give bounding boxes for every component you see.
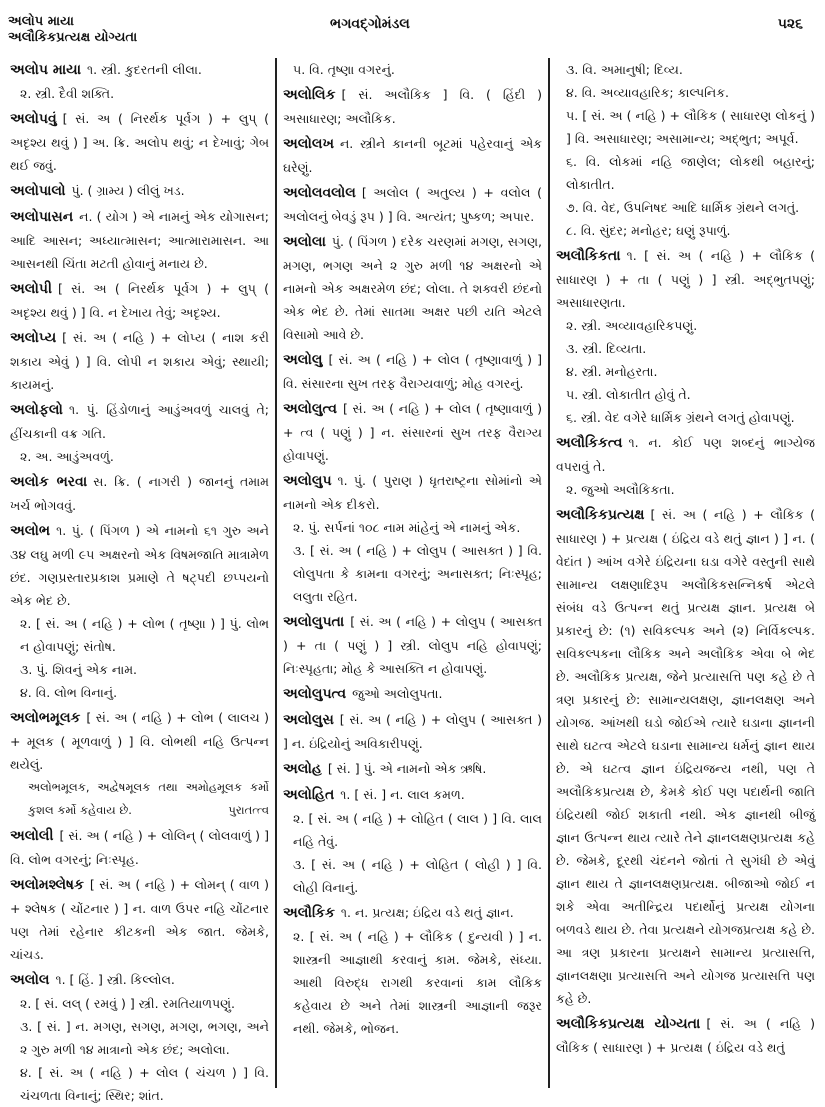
- page-number: ૫૨૬: [777, 16, 803, 32]
- entry-headword: અલોહિત: [283, 787, 335, 803]
- dictionary-entry: [556, 503, 815, 1010]
- entry-sense: ૭. વિ. વેદ, ઉપનિષદ આદિ ધાર્મિક ગ્રંથને લગતું.: [566, 200, 800, 215]
- dictionary-entry: [10, 58, 269, 105]
- entry-sense: ૮. વિ. સુંદર; મનોહર; ઘણું રૂપાળું.: [566, 223, 731, 238]
- entry-sense: [ સં. અ ( નહિ ) + લોલ ( તૃષ્ણાવાળું ) ] વિ. સંસારના સુખ તરફ વૈરાગ્યવાળું; મોહ વગરનું.: [283, 352, 542, 391]
- book-title: ભગવદ્ગોમંડલ: [330, 16, 410, 32]
- dictionary-entry: [283, 469, 542, 608]
- dictionary-entry: [283, 132, 542, 179]
- entry-headword: અલોલુ: [283, 352, 323, 368]
- page-header: [0, 8, 825, 54]
- entry-sense: ૧. પું. હિંડોળાનું આડુંઅવળું ચાલવું તે; હીંચકાની વક્ર ગતિ.: [10, 402, 269, 441]
- entry-sense: ૪. સ્ત્રી. મનોહરતા.: [566, 364, 658, 379]
- entry-sense: ૨. પું. સર્પનાં ૧૦૮ નામ માંહેનું એ નામનું એક.: [293, 520, 521, 535]
- entry-headword: અલોક ભરવા: [10, 474, 88, 490]
- entry-sense: ૧. [ સં. અ ( નહિ ) + લૌકિક ( સાધારણ ) + તા ( પણું ) ] સ્ત્રી. અદ્ભુતપણું; અસાધારણતા.: [556, 248, 815, 310]
- dictionary-entry: [10, 968, 269, 1107]
- entry-sense: ૫. સ્ત્રી. લોકાતીત હોવું તે.: [566, 387, 691, 402]
- entry-headword: અલોલા: [283, 234, 326, 250]
- dictionary-entry: [10, 873, 269, 966]
- entry-sense: પું. ( પિંગળ ) દરેક ચરણમાં મગણ, સગણ, મગણ, ભગણ અને ૨ ગુરુ મળી ૧૪ અક્ષરનો એ નામનો એક અક્ષરમેળ છંદ; લોલા. તે શક્વરી છંદનો એક ભેદ છે. તેમાં સાતમા અક્ષર પછી યતિ એટલે વિસામો આવે છે.: [283, 234, 542, 342]
- entry-sense: જુઓ અલોલુપતા.: [352, 686, 443, 701]
- dictionary-entry: [283, 901, 542, 1040]
- column-1: [4, 58, 275, 1103]
- entry-sense: ૪. વિ. અવ્યાવહારિક; કાલ્પનિક.: [566, 85, 730, 100]
- entry-headword: અલોપ માયા: [10, 62, 82, 78]
- entry-sense: [ સં. અ ( નહિ ) + લૌકિક ( સાધારણ ) + પ્રત્યક્ષ ( ઇંદ્રિય વડે થતું જ્ઞાન ) ] ન. ( વેદાંત ) આંખ વગેરે ઇંદ્રિયના ઘડા વગેરે વસ્તુની સાથે સામાન્ય લક્ષણાદિરૂપ અલૌકિકસન્નિકર્ષ એટલે સંબંધ વડે ઉત્પન્ન થતું પ્રત્યક્ષ જ્ઞાન. પ્રત્યક્ષ બે પ્રકારનું છે: (૧) સવિકલ્પક અને (૨) નિર્વિકલ્પક. સવિકલ્પકના લૌકિક અને અલૌકિક એવા બે ભેદ છે. અલૌકિક પ્રત્યક્ષ, જેને પ્રત્યાસત્તિ પણ કહે છે તે ત્રણ પ્રકારનું છે: સામાન્યલક્ષણ, જ્ઞાનલક્ષણ અને યોગજ. આંખથી ઘડો જોઈએ ત્યારે ઘડાના જ્ઞાનની સાથે ઘટત્વ એટલે ઘડાના સામાન્ય ધર્મનું જ્ઞાન થાય છે. એ ઘટત્વ જ્ઞાન ઇંદ્રિયજન્ય નથી, પણ તે અલૌકિકપ્રત્યક્ષ છે, કેમકે કોઈ પણ પદાર્થની જાતિ ઇંદ્રિયથી જોઈ શકાતી નથી. એક જ્ઞાનથી બીજું જ્ઞાન ઉત્પન્ન થાય ત્યારે તેને જ્ઞાનલક્ષણપ્રત્યક્ષ કહે છે. જેમકે, દૂરથી ચંદનને જોતાં તે સુગંધી છે એવું જ્ઞાન થાય તે જ્ઞાનલક્ષણપ્રત્યક્ષ. બીજાઓ જોઈ ન શકે એવા અતીન્દ્રિય પદાર્થોનું પ્રત્યક્ષ યોગના બળવડે થાય છે. તેવા પ્રત્યક્ષને યોગજપ્રત્યક્ષ કહે છે. આ ત્રણ પ્રકારના પ્રત્યક્ષને સામાન્ય પ્રત્યાસત્તિ, જ્ઞાનલક્ષણા પ્રત્યાસત્તિ અને યોગજ પ્રત્યાસત્તિ પણ કહે છે.: [556, 507, 815, 1006]
- dictionary-entry: [283, 58, 542, 81]
- dictionary-entry: [10, 205, 269, 275]
- entry-sense: [ સં. અ ( નહિ ) + લોલ ( તૃષ્ણાવાળું ) + ત્વ ( પણું ) ] ન. સંસારનાં સુખ તરફ વૈરાગ્ય હોવાપણું.: [283, 401, 542, 463]
- entry-sense: ૧. [ હિં. ] સ્ત્રી. કિલ્લોલ.: [55, 972, 175, 987]
- entry-headword: અલૌકિકપ્રત્યક્ષ યોગ્યતા: [556, 1016, 701, 1032]
- entry-sense: ૨. [ સં. લલ્ ( રમવું ) ] સ્ત્રી. રમતિયાળપણું.: [20, 996, 235, 1011]
- entry-sense: ૨. [ સં. અ ( નહિ ) + લોભ ( તૃષ્ણા ) ] પું. લોભ ન હોવાપણું; સંતોષ.: [20, 616, 269, 654]
- guide-word-last: અલૌકિકપ્રત્યક્ષ યોગ્યતા: [8, 30, 138, 45]
- entry-headword: અલોલુપત્વ: [283, 686, 347, 702]
- entry-headword: અલોપવું: [10, 111, 57, 127]
- entry-sense: ૩. સ્ત્રી. દિવ્યતા.: [566, 341, 647, 356]
- entry-sense: ૪. વિ. લોભ વિનાનું.: [20, 685, 118, 700]
- entry-headword: અલોલખ: [283, 136, 334, 152]
- entry-sense: ૫. વિ. તૃષ્ણા વગરનું.: [293, 62, 395, 77]
- entry-headword: અલોમશ્લેષક: [10, 877, 84, 893]
- entry-headword: અલોપાસન: [10, 209, 74, 225]
- entry-headword: અલોપાલો: [10, 183, 66, 199]
- entry-sense: ૨. [ સં. અ ( નહિ ) + લોહિત ( લાલ ) ] વિ. લાલ નહિ તેવું.: [293, 811, 542, 849]
- dictionary-entry: [283, 682, 542, 706]
- dictionary-entry: [10, 470, 269, 517]
- dictionary-entry: [10, 326, 269, 396]
- entry-sense: ૩. [ સં. અ ( નહિ ) + લોલુપ ( આસક્ત ) ] વિ. લોલુપતા કે કામના વગરનું; અનાસક્ત; નિઃસ્પૃહ; લલુતા રહિત.: [293, 543, 542, 604]
- entry-sense: [ અલોલ ( અતુલ્ય ) + વલોલ ( અલોલનું બેવડું રૂપ ) ] વિ. અત્યંત; પુષ્કળ; અપાર.: [283, 185, 542, 224]
- entry-headword: અલોભ: [10, 523, 51, 539]
- dictionary-entry: [283, 757, 542, 781]
- entry-sense: [ સં. અ ( નહિ ) + લોપ્ય ( નાશ કરી શકાય એવું ) ] વિ. લોપી ન શકાય એવું; સ્થાયી; કાયમનું.: [10, 330, 269, 392]
- entry-sense: ૧. ન. કોઈ પણ શબ્દનું ભાગ્યેજ વપરાવું તે.: [556, 435, 815, 474]
- entry-headword: અલૌકિકપ્રત્યક્ષ: [556, 507, 645, 523]
- entry-headword: અલૌકિકત્વ: [556, 435, 623, 451]
- dictionary-entry: [10, 519, 269, 704]
- entry-headword: અલોલુપ: [283, 473, 332, 489]
- entry-sense: ૬. વિ. લોકમાં નહિ જાણેલ; લોકથી બહારનું; લોકાતીત.: [566, 154, 815, 192]
- guide-words: [8, 14, 137, 46]
- entry-sense: ૩. પું. શિવનું એક નામ.: [20, 662, 138, 677]
- entry-headword: અલોલુસ: [283, 712, 334, 728]
- dictionary-entry: [556, 58, 815, 242]
- dictionary-entry: [10, 179, 269, 203]
- entry-sense: [ સં. અ ( નિરર્થક પૂર્વગ ) + લુપ્ ( અદૃશ્ય થવું ) ] અ. ક્રિ. અલોપ થવું; ન દેખાવું; ગેબ થઈ જવું.: [10, 111, 269, 173]
- dictionary-entry: [10, 824, 269, 871]
- dictionary-entry: [556, 1012, 815, 1059]
- entry-sense: ૧. [ સં. ] ન. લાલ કમળ.: [340, 787, 465, 802]
- quotation-source: પુરાતત્ત્વ: [228, 803, 269, 817]
- entry-sense: [ સં. અ ( નહિ ) + લોભ ( લાલચ ) + મૂલક ( મૂળવાળું ) ] વિ. લોભથી નહિ ઉત્પન્ન થયેલું.: [10, 710, 269, 772]
- dictionary-entry: [556, 431, 815, 501]
- entry-sense: [ સં. અ ( નહિ ) લૌકિક ( સાધારણ ) + પ્રત્યક્ષ ( ઇંદ્રિય વડે થતું: [556, 1016, 815, 1055]
- entry-headword: અલોલી: [10, 828, 54, 844]
- entry-sense: ૩. [ સં. ] ન. મગણ, સગણ, મગણ, ભગણ, અને ૨ ગુરુ મળી ૧૪ માત્રાનો એક છંદ; અલોલા.: [20, 1019, 269, 1057]
- dictionary-entry: [283, 783, 542, 899]
- entry-sense: પું. ( ગ્રામ્ય ) લીલું ખડ.: [71, 183, 185, 198]
- entry-sense: ૨. સ્ત્રી. દૈવી શક્તિ.: [20, 86, 115, 101]
- dictionary-entry: [556, 244, 815, 429]
- entry-sense: ૨. સ્ત્રી. અવ્યાવહારિકપણું.: [566, 318, 698, 333]
- entry-sense: ૪. [ સં. અ ( નહિ ) + લોલ ( ચંચળ ) ] વિ. ચંચળતા વિનાનું; સ્થિર; શાંત.: [20, 1065, 269, 1103]
- column-2: [275, 58, 548, 1088]
- guide-word-first: અલોપ માયા: [8, 14, 74, 29]
- entry-sense: [ સં. અ ( નહિ ) + લોલુપ ( આસક્ત ) + તા ( પણું ) ] સ્ત્રી. લોલુપ નહિ હોવાપણું; નિઃસ્પૃહતા; મોહ કે આસક્તિ ન હોવાપણું.: [283, 614, 542, 676]
- column-3: [548, 58, 821, 1088]
- dictionary-entry: [10, 107, 269, 177]
- entry-headword: અલોપી: [10, 281, 52, 297]
- entry-headword: અલોહ: [283, 761, 322, 777]
- quotation-text: અલોભમૂલક, અદ્વેષમૂલક તથા અમોહમૂલક કર્મો કુશલ કર્મો કહેવાય છે.: [28, 780, 269, 817]
- entry-headword: અલોલુપતા: [283, 614, 345, 630]
- entry-headword: અલોપ્ય: [10, 330, 57, 346]
- entry-sense: ન. સ્ત્રીને કાનની બૂટમાં પહેરવાનું એક ઘરેણું.: [283, 136, 542, 175]
- entry-sense: ૩. [ સં. અ ( નહિ ) + લોહિત ( લોહી ) ] વિ. લોહી વિનાનું.: [293, 857, 542, 895]
- dictionary-columns: [4, 58, 821, 1103]
- entry-headword: અલોભમૂલક: [10, 710, 81, 726]
- entry-sense: ૧. સ્ત્રી. કુદરતની લીલા.: [87, 62, 202, 77]
- entry-quotation: [10, 776, 269, 822]
- entry-sense: [ સં. અ ( નહિ ) + લોલુપ ( આસક્ત ) ] ન. ઇંદ્રિયોનું અવિકારીપણું.: [283, 712, 542, 751]
- entry-sense: ૨. જુઓ અલૌકિકતા.: [566, 482, 675, 497]
- entry-sense: સ. ક્રિ. ( નાગરી ) જાનનું તમામ ખર્ચ ભોગવવું.: [10, 474, 269, 513]
- dictionary-entry: [10, 398, 269, 468]
- entry-sense: [ સં. અ ( નિરર્થક પૂર્વગ ) + લુપ્ ( અદૃશ્ય થવું ) ] વિ. ન દેખાય તેવું; અદૃશ્ય.: [10, 281, 269, 320]
- entry-headword: અલોલુત્વ: [283, 401, 338, 417]
- entry-headword: અલોલવલોલ: [283, 185, 356, 201]
- entry-sense: ૨. અ. આડુંઅવળું.: [20, 449, 114, 464]
- entry-sense: ૧. ન. પ્રત્યક્ષ; ઇંદ્રિય વડે થતું જ્ઞાન.: [340, 905, 514, 920]
- entry-headword: અલૌકિક: [283, 905, 335, 921]
- entry-sense: ૫. [ સં. અ ( નહિ ) + લૌકિક ( સાધારણ લોકનું ) ] વિ. અસાધારણ; અસામાન્ય; અદ્ભુત; અપૂર્વ.: [566, 108, 815, 146]
- dictionary-entry: [283, 348, 542, 395]
- entry-sense: ૩. વિ. અમાનુષી; દિવ્ય.: [566, 62, 683, 77]
- entry-headword: અલોફલો: [10, 402, 63, 418]
- entry-sense: ૬. સ્ત્રી. વેદ વગેરે ધાર્મિક ગ્રંથને લગતું હોવાપણું.: [566, 410, 795, 425]
- dictionary-entry: [283, 83, 542, 130]
- entry-headword: અલોલિક: [283, 87, 336, 103]
- dictionary-entry: [283, 181, 542, 228]
- dictionary-entry: [283, 230, 542, 346]
- entry-sense: ૨. [ સં. અ ( નહિ ) + લૌકિક ( દુન્યવી ) ] ન. શાસ્ત્રની આજ્ઞાથી કરવાનું કામ. જેમકે, સંધ્યા. આથી વિરુદ્ધ રાગથી કરવાનાં કામ લૌકિક કહેવાય છે અને તેમાં શાસ્ત્રની આજ્ઞાની જરૂર નથી. જેમકે, ભોજન.: [293, 929, 542, 1036]
- entry-sense: ન. ( યોગ ) એ નામનું એક યોગાસન; આદિ આસન; અધ્યાત્માસન; આત્મારામાસન. આ આસનથી ચિંતા મટતી હોવાનું મનાય છે.: [10, 209, 269, 271]
- entry-sense: [ સં. અ ( નહિ ) + લોલિન્ ( લોલવાળું ) ] વિ. લોભ વગરનું; નિઃસ્પૃહ.: [10, 828, 269, 867]
- dictionary-entry: [10, 277, 269, 324]
- entry-sense: ૧. પું. ( પુરાણ ) ધૃતરાષ્ટ્રના સોમાંનો એ નામનો એક દીકરો.: [283, 473, 542, 512]
- entry-sense: [ સં. અલૌકિક ] વિ. ( હિંદી ) અસાધારણ; અલૌકિક.: [283, 87, 542, 126]
- entry-headword: અલોલ: [10, 972, 50, 988]
- dictionary-entry: [283, 610, 542, 680]
- entry-sense: ૧. પું. ( પિંગળ ) એ નામનો ૬૧ ગુરુ અને ૩૪ લઘુ મળી ૯૫ અક્ષરનો એક વિષમજાતિ માત્રામેળ છંદ. ગણપ્રસ્તારપ્રકાશ પ્રમાણે તે ષટ્પદી છપ્પયનો એક ભેદ છે.: [10, 523, 269, 608]
- dictionary-entry: [10, 706, 269, 822]
- entry-sense: [ સં. અ ( નહિ ) + લોમન્ ( વાળ ) + શ્લેષક ( ચોંટનાર ) ] ન. વાળ ઉપર નહિ ચોંટનાર પણ તેમાં રહેનાર કીટકની એક જાત. જેમકે, ચાંચડ.: [10, 877, 269, 962]
- entry-headword: અલૌકિકતા: [556, 248, 621, 264]
- dictionary-entry: [283, 397, 542, 467]
- entry-sense: [ સં. ] પું. એ નામનો એક ઋષિ.: [327, 761, 487, 776]
- dictionary-entry: [283, 708, 542, 755]
